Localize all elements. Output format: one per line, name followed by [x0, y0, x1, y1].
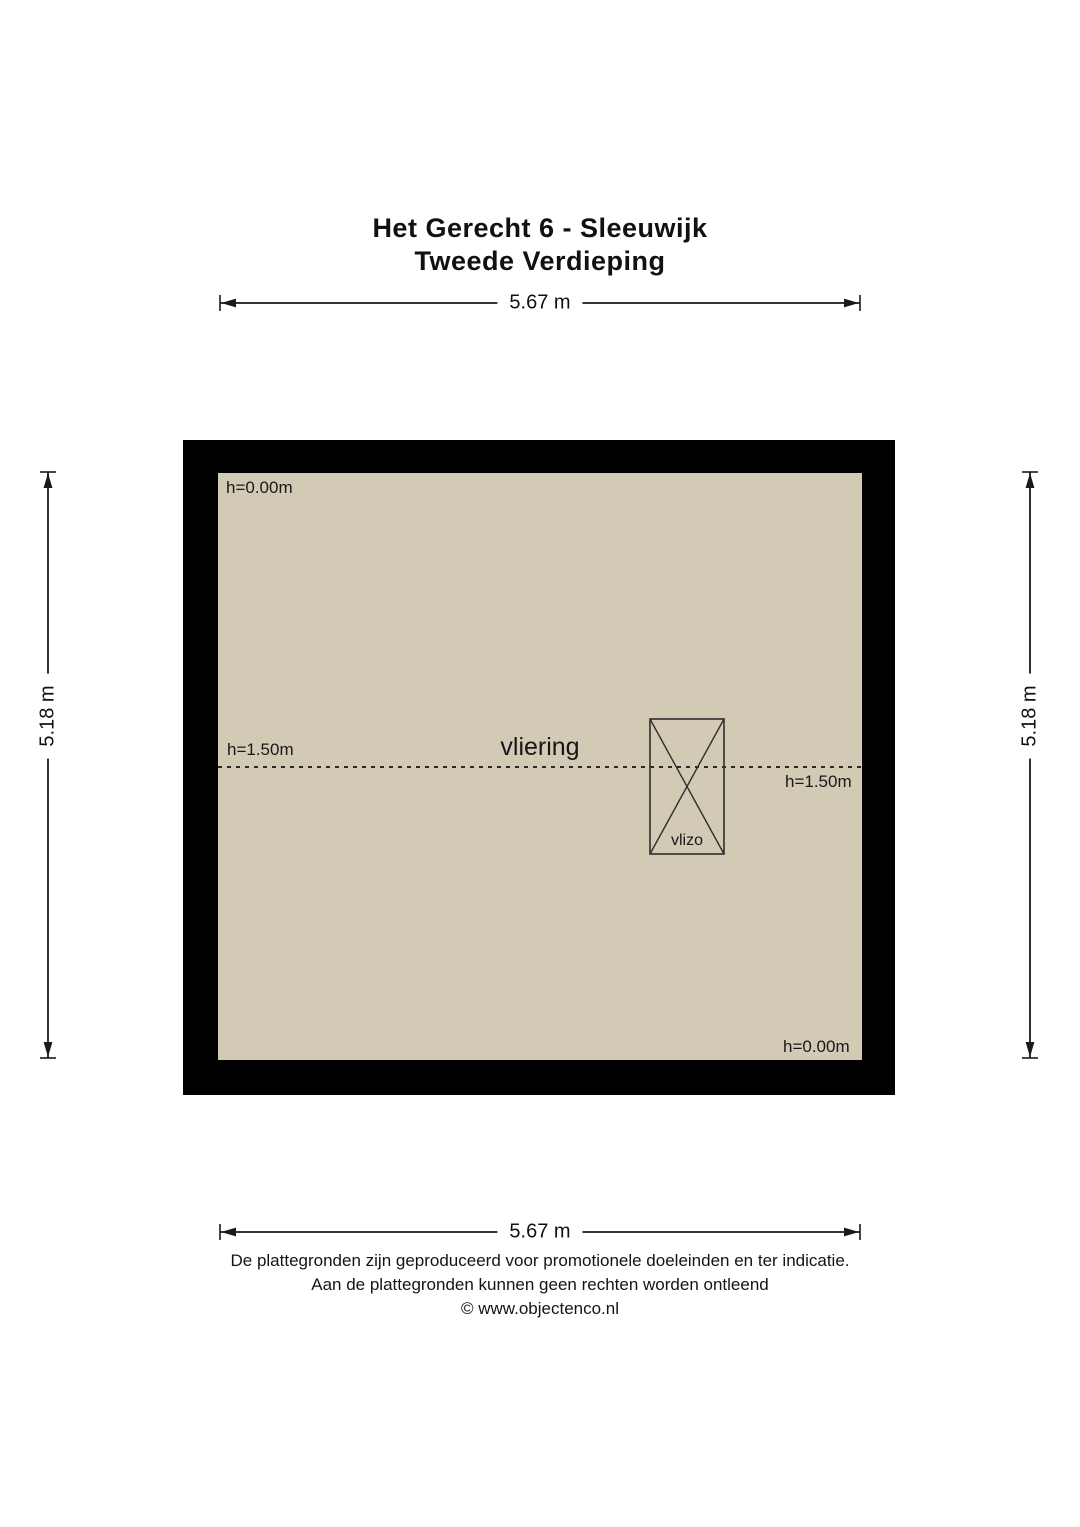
plan-title	[0, 212, 1080, 278]
dimension-line-vertical	[1015, 470, 1045, 1060]
dimension-line-vertical	[33, 470, 63, 1060]
dimension-bottom-label: 5.67 m	[497, 1221, 582, 1244]
arrowhead-right-icon	[844, 299, 859, 308]
dimension-left	[33, 470, 63, 1060]
height-label-bottom-right: h=0.00m	[783, 1037, 850, 1056]
dimension-top-label: 5.67 m	[497, 292, 582, 315]
dimension-left-label: 5.18 m	[37, 673, 60, 758]
arrowhead-right-icon	[844, 1228, 859, 1237]
arrowhead-left-icon	[221, 299, 236, 308]
arrowhead-down-icon	[44, 1042, 53, 1057]
plan-title-floor: Tweede Verdieping	[414, 246, 666, 276]
dimension-top	[218, 288, 862, 318]
height-boundary-dashed-line	[218, 766, 862, 768]
height-label-mid-left: h=1.50m	[227, 740, 294, 759]
vlizo-hatch	[649, 718, 725, 855]
disclaimer-line-1: De plattegronden zijn geproduceerd voor promotionele doeleinden en ter indicatie.	[230, 1251, 850, 1270]
arrowhead-up-icon	[1026, 473, 1035, 488]
plan-title-address: Het Gerecht 6 - Sleeuwijk	[372, 213, 708, 243]
disclaimer	[0, 1249, 1080, 1321]
dimension-right-label: 5.18 m	[1019, 673, 1042, 758]
vlizo-label: vlizo	[670, 832, 703, 849]
arrowhead-up-icon	[44, 473, 53, 488]
room-name-label: vliering	[500, 733, 580, 761]
arrowhead-left-icon	[221, 1228, 236, 1237]
dimension-right	[1015, 470, 1045, 1060]
height-label-mid-right: h=1.50m	[785, 772, 852, 791]
disclaimer-line-2: Aan de plattegronden kunnen geen rechten worden ontleend	[311, 1275, 769, 1294]
dimension-bottom	[218, 1217, 862, 1247]
height-label-top-left: h=0.00m	[226, 478, 293, 497]
copyright-line: © www.objectenco.nl	[460, 1299, 620, 1318]
arrowhead-down-icon	[1026, 1042, 1035, 1057]
